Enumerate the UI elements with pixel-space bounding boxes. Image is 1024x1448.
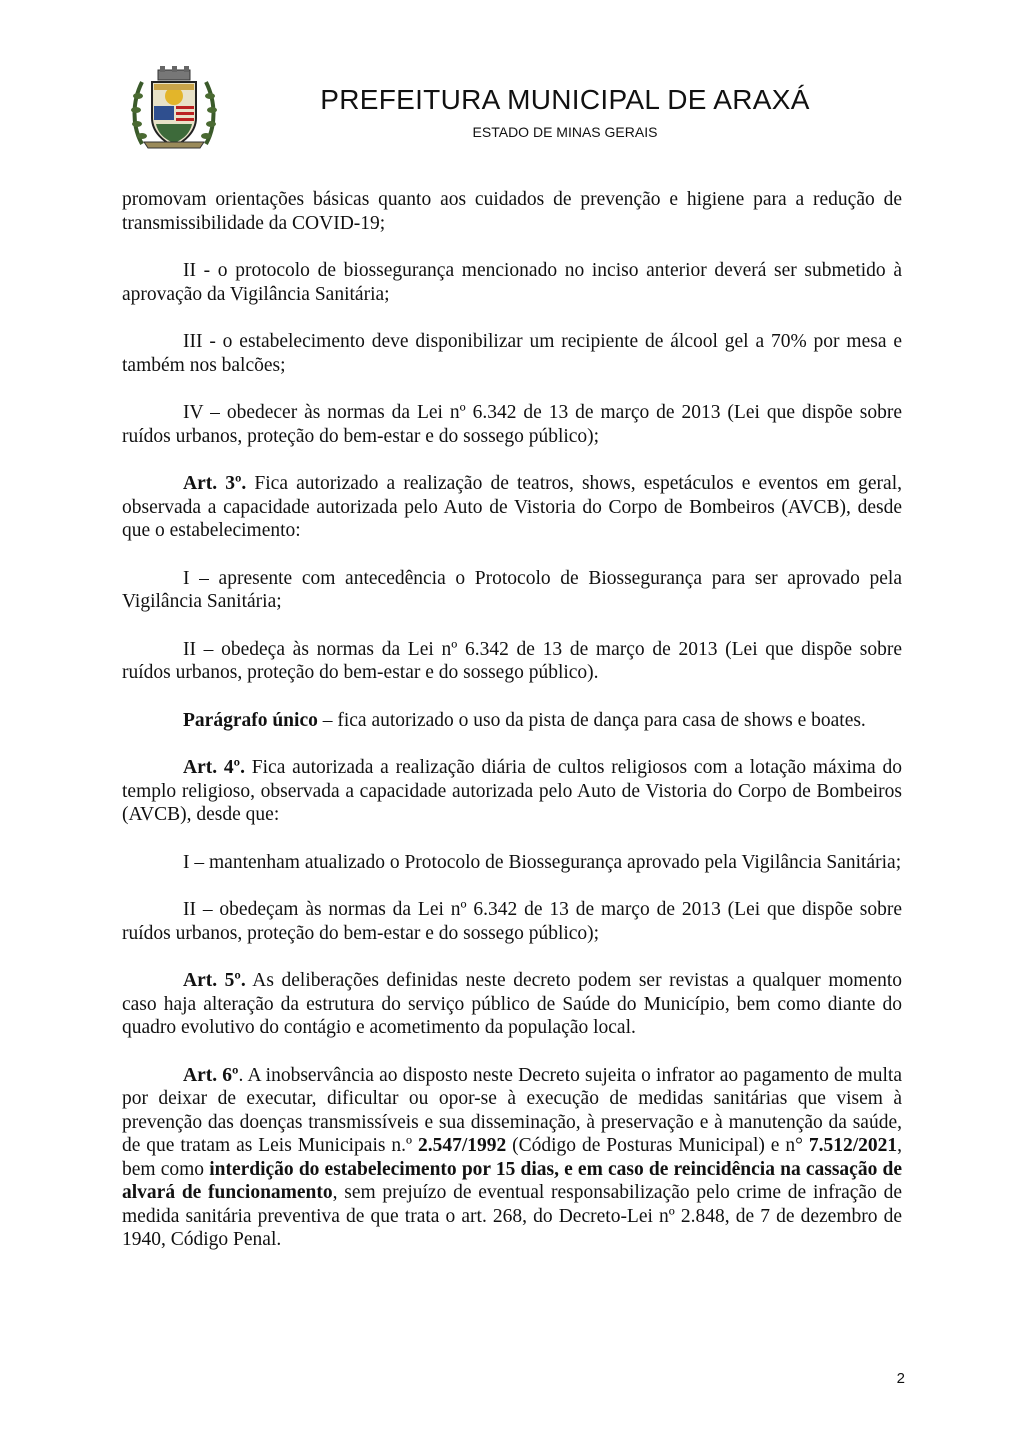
article-6-text-a: . A inobservância ao disposto neste Decreto sujeita o infrator ao pagamento de multa por deixar de executar, dificultar ou opor-se à execução de medidas sanitárias que visem à prevenção das doenças transmissíveis e sua disseminação, à preservação e à manutenção da saúde, de que tratam as Leis Municipais n.º xyxy=(122,1064,902,1156)
article-4-item-ii: II – obedeçam às normas da Lei nº 6.342 de 13 de março de 2013 (Lei que dispõe sobre ruídos urbanos, proteção do bem-estar e do sossego público); xyxy=(122,899,902,944)
article-3-text: Fica autorizado a realização de teatros, shows, espetáculos e eventos em geral, observada a capacidade autorizada pelo Auto de Vistoria do Corpo de Bombeiros (AVCB), desde que o estabelecimento: xyxy=(122,473,902,541)
coat-of-arms-icon xyxy=(128,66,220,150)
paragrafo-unico-text: – fica autorizado o uso da pista de dança para casa de shows e boates. xyxy=(317,709,866,731)
state-subtitle: ESTADO DE MINAS GERAIS xyxy=(472,124,658,140)
article-4 xyxy=(122,756,902,827)
article-6-law-2: 7.512/2021 xyxy=(808,1135,898,1156)
article-4-label: Art. 4º. xyxy=(183,757,245,778)
article-3 xyxy=(122,472,902,543)
paragraph-item-ii: II - o protocolo de biossegurança mencionado no inciso anterior deverá ser submetido à aprovação da Vigilância Sanitária; xyxy=(122,260,902,305)
article-6 xyxy=(122,1064,902,1252)
article-3-item-i: I – apresente com antecedência o Protocolo de Biossegurança para ser aprovado pela Vigilância Sanitária; xyxy=(122,567,902,612)
article-6-label: Art. 6º xyxy=(183,1064,239,1086)
article-3-label: Art. 3º. xyxy=(183,473,247,494)
article-3-item-ii: II – obedeça às normas da Lei nº 6.342 de 13 de março de 2013 (Lei que dispõe sobre ruídos urbanos, proteção do bem-estar e do sossego público). xyxy=(122,638,902,683)
document-body xyxy=(122,188,902,1276)
paragraph-item-iii: III - o estabelecimento deve disponibilizar um recipiente de álcool gel a 70% por mesa e também nos balcões; xyxy=(122,331,902,376)
paragraph-continuation: promovam orientações básicas quanto aos cuidados de prevenção e higiene para a redução de transmissibilidade da COVID-19; xyxy=(122,189,902,234)
article-5-text: As deliberações definidas neste decreto podem ser revistas a qualquer momento caso haja alteração da estrutura do serviço público de Saúde do Município, bem como diante do quadro evolutivo do contágio e acometimento da população local. xyxy=(122,970,902,1038)
paragrafo-unico-label: Parágrafo único xyxy=(183,709,318,731)
article-6-law-1: 2.547/1992 xyxy=(417,1135,507,1156)
paragraph-item-iv: IV – obedecer às normas da Lei nº 6.342 de 13 de março de 2013 (Lei que dispõe sobre ruídos urbanos, proteção do bem-estar e do sossego público); xyxy=(122,402,902,447)
article-6-text-c: , bem como xyxy=(122,1135,902,1180)
page-number: 2 xyxy=(896,1370,905,1387)
paragrafo-unico xyxy=(122,709,902,733)
article-4-item-i: I – mantenham atualizado o Protocolo de Biossegurança aprovado pela Vigilância Sanitária; xyxy=(183,851,902,873)
article-4-text: Fica autorizada a realização diária de cultos religiosos com a lotação máxima do templo religioso, observada a capacidade autorizada pelo Auto de Vistoria do Corpo de Bombeiros (AVCB), desde que: xyxy=(122,757,902,825)
article-6-penalty: interdição do estabelecimento por 15 dias, e em caso de reincidência na cassação de alvará de funcionamento xyxy=(122,1158,902,1203)
page-header xyxy=(0,60,1024,160)
article-6-text-b: (Código de Posturas Municipal) e n° xyxy=(506,1135,809,1156)
article-6-text-d: , sem prejuízo de eventual responsabilização pelo crime de infração de medida sanitária preventiva de que trata o art. 268, do Decreto-Lei nº 2.848, de 7 de dezembro de 1940, Código Penal. xyxy=(122,1182,902,1250)
article-5-label: Art. 5º. xyxy=(183,970,246,991)
article-5 xyxy=(122,969,902,1040)
municipality-title: PREFEITURA MUNICIPAL DE ARAXÁ xyxy=(320,84,810,115)
